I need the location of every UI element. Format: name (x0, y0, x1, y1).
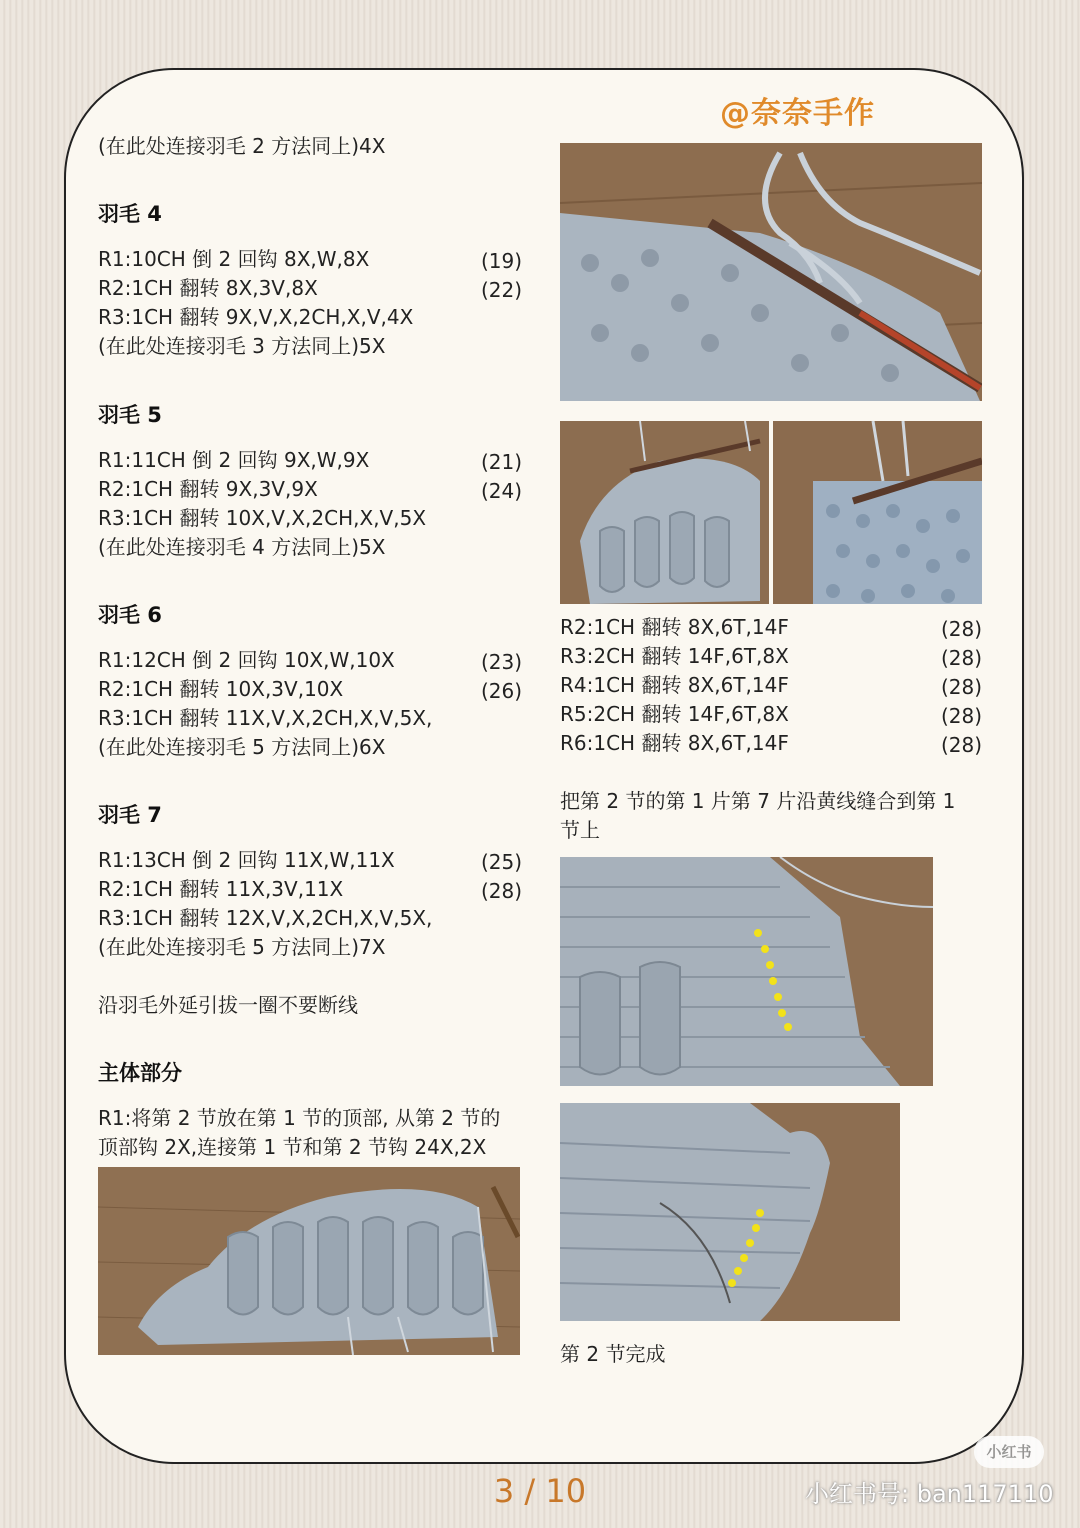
brand-watermark: @奈奈手作 (720, 96, 875, 131)
stitch-count: (28) (941, 646, 983, 670)
stitch-closeup-photo (773, 421, 982, 604)
page-indicator: 3 / 10 (493, 1472, 587, 1510)
pattern-row: R2:1CH 翻转 10X,3V,10X (98, 677, 344, 701)
stitch-count: (22) (481, 278, 523, 302)
pattern-row: R2:1CH 翻转 9X,3V,9X (98, 477, 318, 501)
feathers-photo (560, 421, 769, 604)
section-title: 羽毛 6 (98, 603, 162, 627)
stitch-count: (28) (941, 704, 983, 728)
pattern-row: R2:1CH 翻转 8X,6T,14F (560, 615, 789, 639)
hook-closeup-photo (560, 143, 982, 401)
section-title: 羽毛 5 (98, 403, 162, 427)
pattern-row: R3:1CH 翻转 12X,V,X,2CH,X,V,5X, (98, 906, 433, 930)
pattern-row: R3:1CH 翻转 11X,V,X,2CH,X,V,5X, (98, 706, 433, 730)
section-title: 羽毛 7 (98, 803, 162, 827)
slip-stitch-note: 沿羽毛外延引拔一圈不要断线 (98, 993, 358, 1017)
sew-instruction-line2: 节上 (560, 818, 600, 842)
pattern-row: R3:1CH 翻转 9X,V,X,2CH,X,V,4X (98, 305, 414, 329)
pattern-row: R2:1CH 翻转 8X,3V,8X (98, 276, 318, 300)
pattern-row: R6:1CH 翻转 8X,6T,14F (560, 731, 789, 755)
pattern-row: (在此处连接羽毛 5 方法同上)7X (98, 935, 386, 959)
feather3-end-line: (在此处连接羽毛 2 方法同上)4X (98, 134, 386, 158)
main-body-r1-line2: 顶部钩 2X,连接第 1 节和第 2 节钩 24X,2X (98, 1135, 487, 1159)
pattern-row: R1:13CH 倒 2 回钩 11X,W,11X (98, 848, 395, 872)
pattern-row: R1:11CH 倒 2 回钩 9X,W,9X (98, 448, 370, 472)
pattern-row: (在此处连接羽毛 5 方法同上)6X (98, 735, 386, 759)
pattern-row: R1:10CH 倒 2 回钩 8X,W,8X (98, 247, 370, 271)
xiaohongshu-id-watermark: 小红书号: ban117110 (805, 1480, 1054, 1508)
feather-layers-photo (98, 1167, 520, 1355)
xiaohongshu-logo: 小红书 (974, 1436, 1044, 1468)
stitch-count: (28) (941, 733, 983, 757)
pattern-row: (在此处连接羽毛 4 方法同上)5X (98, 535, 386, 559)
pattern-row: (在此处连接羽毛 3 方法同上)5X (98, 334, 386, 358)
stitch-count: (19) (481, 249, 523, 273)
stitch-count: (28) (941, 617, 983, 641)
pattern-row: R1:12CH 倒 2 回钩 10X,W,10X (98, 648, 395, 672)
stitch-count: (21) (481, 450, 523, 474)
main-body-title: 主体部分 (98, 1061, 182, 1085)
pattern-row: R3:1CH 翻转 10X,V,X,2CH,X,V,5X (98, 506, 427, 530)
sew-instruction-line1: 把第 2 节的第 1 片第 7 片沿黄线缝合到第 1 (560, 789, 956, 813)
pattern-row: R3:2CH 翻转 14F,6T,8X (560, 644, 789, 668)
main-body-r1-line1: R1:将第 2 节放在第 1 节的顶部, 从第 2 节的 (98, 1106, 501, 1130)
pattern-row: R5:2CH 翻转 14F,6T,8X (560, 702, 789, 726)
seam-photo-1 (560, 857, 933, 1086)
stitch-count: (24) (481, 479, 523, 503)
stitch-count: (26) (481, 679, 523, 703)
pattern-row: R2:1CH 翻转 11X,3V,11X (98, 877, 344, 901)
stitch-count: (28) (941, 675, 983, 699)
section-done-label: 第 2 节完成 (560, 1342, 666, 1366)
stitch-count: (28) (481, 879, 523, 903)
stitch-count: (25) (481, 850, 523, 874)
stitch-count: (23) (481, 650, 523, 674)
section-title: 羽毛 4 (98, 202, 162, 226)
seam-photo-2 (560, 1103, 900, 1321)
pattern-row: R4:1CH 翻转 8X,6T,14F (560, 673, 789, 697)
